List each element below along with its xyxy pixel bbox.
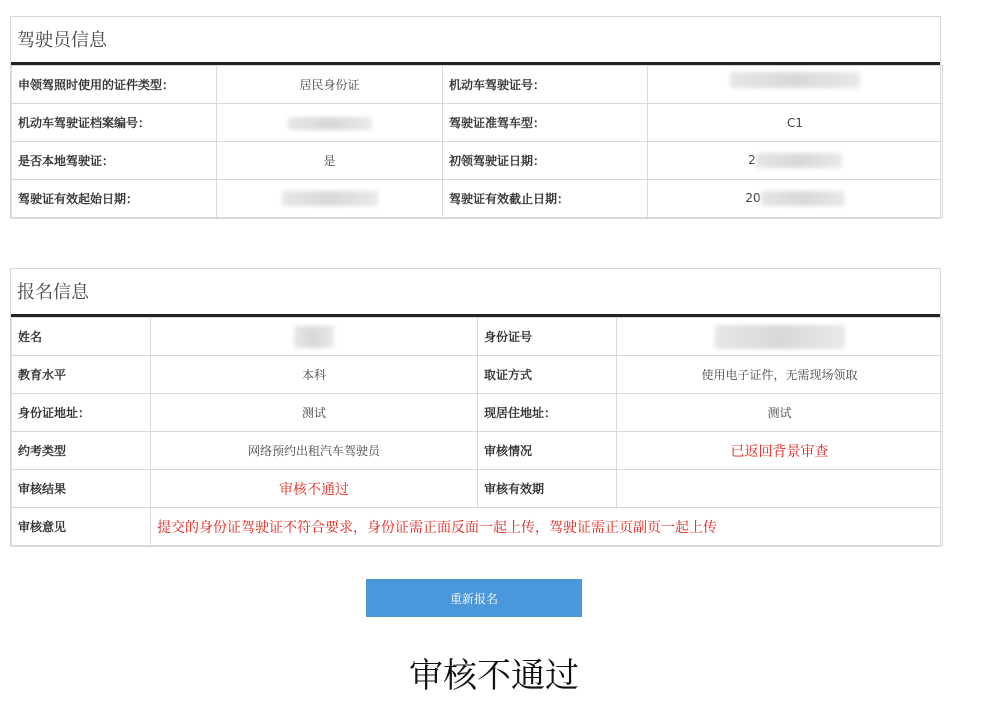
redacted-mask	[730, 72, 860, 88]
table-row	[12, 508, 943, 546]
review-opinion-label: 审核意见	[12, 508, 151, 546]
current-address-value: 测试	[617, 394, 943, 432]
exam-type-label: 约考类型	[12, 432, 151, 470]
education-value: 本科	[151, 356, 478, 394]
review-validity-value	[617, 470, 943, 508]
vehicle-class-label: 驾驶证准驾车型：	[443, 104, 648, 142]
id-address-value: 测试	[151, 394, 478, 432]
redacted-mask	[715, 325, 845, 349]
certificate-method-label: 取证方式	[478, 356, 617, 394]
license-number-label: 机动车驾驶证号：	[443, 66, 648, 104]
id-type-value: 居民身份证	[217, 66, 443, 104]
driver-info-table	[11, 65, 943, 218]
table-row	[12, 66, 943, 104]
table-row	[12, 180, 943, 218]
redacted-mask	[294, 326, 334, 348]
registration-info-panel	[10, 268, 941, 547]
valid-start-label: 驾驶证有效起始日期：	[12, 180, 217, 218]
registration-info-title: 报名信息	[11, 269, 940, 317]
status-caption: 审核不通过	[409, 656, 579, 696]
review-result-label: 审核结果	[12, 470, 151, 508]
id-number-label: 身份证号	[478, 318, 617, 356]
exam-type-value: 网络预约出租汽车驾驶员	[151, 432, 478, 470]
driver-info-title: 驾驶员信息	[11, 17, 940, 65]
local-license-label: 是否本地驾驶证：	[12, 142, 217, 180]
valid-start-value	[217, 180, 443, 218]
table-row	[12, 432, 943, 470]
registration-info-table	[11, 317, 943, 546]
education-label: 教育水平	[12, 356, 151, 394]
name-label: 姓名	[12, 318, 151, 356]
redacted-mask	[761, 191, 845, 206]
vehicle-class-value: C1	[648, 104, 943, 142]
review-status-value: 已返回背景审查	[617, 432, 943, 470]
table-row	[12, 104, 943, 142]
redacted-mask	[756, 153, 842, 168]
review-result-value: 审核不通过	[151, 470, 478, 508]
current-address-label: 现居住地址：	[478, 394, 617, 432]
certificate-method-value: 使用电子证件，无需现场领取	[617, 356, 943, 394]
valid-end-label: 驾驶证有效截止日期：	[443, 180, 648, 218]
id-type-label: 申领驾照时使用的证件类型：	[12, 66, 217, 104]
valid-end-value: 20	[648, 180, 943, 218]
archive-number-value	[217, 104, 443, 142]
table-row	[12, 318, 943, 356]
id-address-label: 身份证地址：	[12, 394, 151, 432]
redacted-mask	[288, 117, 372, 130]
table-row	[12, 394, 943, 432]
table-row	[12, 470, 943, 508]
archive-number-label: 机动车驾驶证档案编号：	[12, 104, 217, 142]
review-status-label: 审核情况	[478, 432, 617, 470]
reapply-button[interactable]: 重新报名	[366, 579, 582, 617]
review-validity-label: 审核有效期	[478, 470, 617, 508]
review-opinion-text: 提交的身份证驾驶证不符合要求，身份证需正面反面一起上传，驾驶证需正页副页一起上传	[151, 508, 943, 546]
name-value	[151, 318, 478, 356]
driver-info-panel	[10, 16, 941, 219]
table-row	[12, 142, 943, 180]
license-number-value	[648, 66, 943, 104]
local-license-value: 是	[217, 142, 443, 180]
first-issue-date-label: 初领驾驶证日期：	[443, 142, 648, 180]
table-row	[12, 356, 943, 394]
id-number-value	[617, 318, 943, 356]
first-issue-date-value: 2	[648, 142, 943, 180]
redacted-mask	[282, 191, 378, 206]
